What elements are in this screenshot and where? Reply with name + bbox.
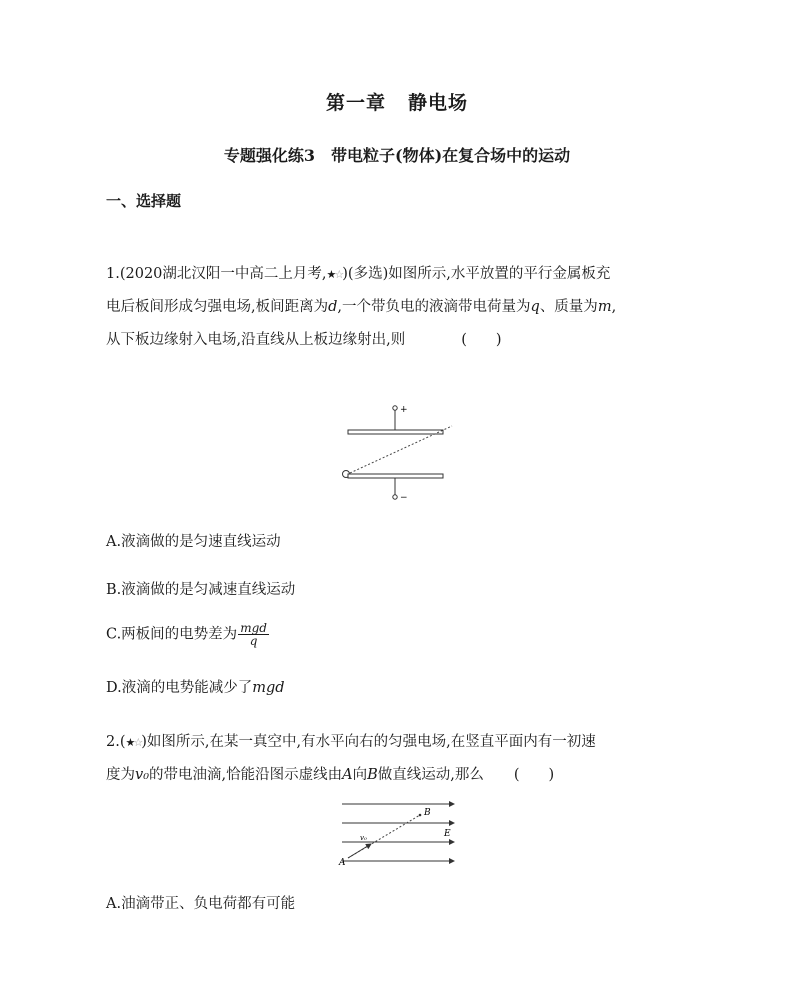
- fraction-numerator: mgd: [240, 621, 267, 635]
- answer-blank: ( ): [513, 767, 555, 783]
- label-v0: v₀: [360, 834, 367, 842]
- question-1-line-2: [106, 291, 706, 324]
- q1-option-a[interactable]: A.液滴做的是匀速直线运动: [106, 534, 281, 550]
- chapter-title: [0, 88, 794, 115]
- figure-parallel-plates: [336, 400, 466, 504]
- question-1-line-1: [106, 258, 706, 291]
- answer-blank: ( ): [461, 332, 502, 348]
- question-2-line-1: [106, 726, 706, 759]
- star-filled-icon: ★: [125, 736, 134, 749]
- question-2-text: [106, 726, 706, 792]
- text-span: )如图所示,在某一真空中,有水平向右的匀强电场,在竖直平面内有一初速: [141, 734, 596, 750]
- chapter-number: 第一章: [325, 92, 386, 114]
- star-empty-icon: ☆: [334, 268, 343, 281]
- question-type-heading: 一、选择题: [106, 192, 182, 210]
- variable-q: q: [530, 299, 540, 315]
- chapter-name: 静电场: [408, 92, 469, 114]
- text-span: ,: [611, 299, 617, 315]
- question-number: 1.: [106, 266, 120, 282]
- question-number: 2.: [106, 734, 120, 750]
- label-b: B: [424, 808, 431, 818]
- variable-d: d: [328, 299, 338, 315]
- top-terminal: [393, 406, 397, 410]
- star-empty-icon: ☆: [133, 736, 142, 749]
- question-2-line-2: [106, 759, 706, 792]
- text-span: 的带电油滴,恰能沿图示虚线由: [149, 767, 343, 783]
- section-subtitle: 专题强化练3 带电粒子(物体)在复合场中的运动: [223, 146, 571, 165]
- fraction-denominator: q: [249, 634, 258, 648]
- question-type: )(多选): [342, 266, 389, 282]
- q1-option-b[interactable]: B.液滴做的是匀减速直线运动: [106, 582, 296, 598]
- bottom-plate: [348, 474, 443, 478]
- text-span: ,一个带负电的液滴带电荷量为: [337, 299, 531, 315]
- expression-mgd: mgd: [252, 680, 285, 696]
- velocity-arrow: [348, 844, 371, 858]
- q1-option-c[interactable]: [106, 622, 269, 647]
- text-span: C.两板间的电势差为: [106, 626, 238, 643]
- fraction-mgd-over-q: [238, 622, 269, 647]
- variable-v0: v₀: [135, 767, 150, 783]
- minus-sign: −: [400, 493, 408, 503]
- star-filled-icon: ★: [326, 268, 335, 281]
- variable-b: B: [367, 767, 378, 783]
- point-b: [419, 814, 422, 817]
- variable-a: A: [342, 767, 353, 783]
- variable-m: m: [597, 299, 612, 315]
- difficulty-stars: [126, 736, 142, 749]
- text-span: 、质量为: [539, 299, 598, 315]
- text-span: 向: [352, 767, 368, 783]
- text-span: 电后板间形成匀强电场,板间距离为: [106, 299, 329, 315]
- bottom-terminal: [393, 495, 397, 499]
- question-1-line-3: [106, 324, 706, 357]
- q2-option-a[interactable]: A.油滴带正、负电荷都有可能: [106, 896, 296, 912]
- text-span: 从下板边缘射入电场,沿直线从上板边缘射出,则: [106, 332, 406, 348]
- question-source: (2020湖北汉阳一中高二上月考,: [119, 266, 327, 282]
- difficulty-stars: [327, 268, 343, 281]
- figure-uniform-field: [336, 796, 462, 874]
- text-span: 度为: [106, 767, 135, 783]
- q1-option-d[interactable]: [106, 676, 285, 697]
- plus-sign: +: [400, 405, 408, 415]
- text-span: (: [119, 734, 126, 750]
- text-span: D.液滴的电势能减少了: [106, 680, 253, 696]
- text-span: 如图所示,水平放置的平行金属板充: [388, 266, 611, 282]
- top-plate: [348, 430, 443, 434]
- question-1-text: [106, 258, 706, 357]
- label-e: E: [444, 829, 451, 839]
- label-a: A: [339, 858, 346, 868]
- text-span: 做直线运动,那么: [377, 767, 484, 783]
